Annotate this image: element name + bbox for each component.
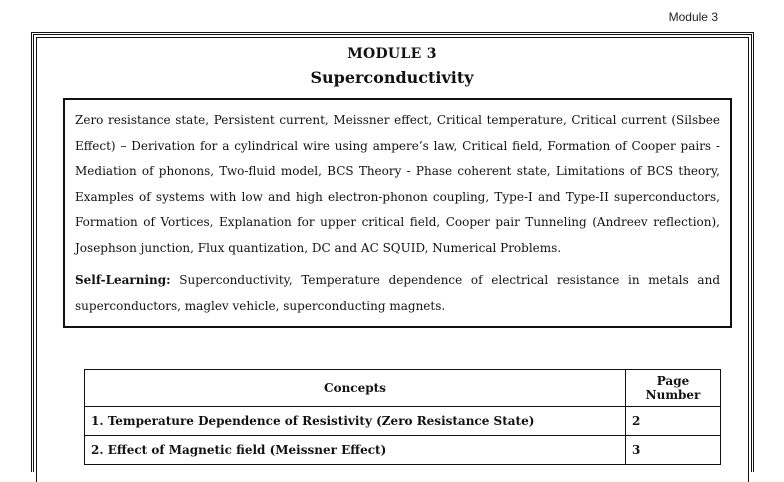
self-learning-paragraph <box>75 268 720 319</box>
page-number-cell: 2 <box>626 407 721 436</box>
page-header-label: Module 3 <box>668 10 718 24</box>
table-header-row <box>85 370 721 407</box>
self-learning-text: Superconductivity, Temperature dependence of electrical resistance in metals and superconductors, maglev vehicle, superconducting magnets. <box>75 273 720 313</box>
page-number-cell: 3 <box>626 436 721 465</box>
table-row <box>85 436 721 465</box>
concept-cell: 2. Effect of Magnetic field (Meissner Effect) <box>85 436 626 465</box>
self-learning-label: Self-Learning: <box>75 273 171 287</box>
concept-cell: 1. Temperature Dependence of Resistivity (Zero Resistance State) <box>85 407 626 436</box>
syllabus-box <box>63 98 732 328</box>
page-number-column-header: Page Number <box>626 370 721 407</box>
concepts-table <box>84 369 721 465</box>
concepts-column-header: Concepts <box>85 370 626 407</box>
module-title: MODULE 3 <box>347 46 437 62</box>
syllabus-text: Zero resistance state, Persistent current, Meissner effect, Critical temperature, Critical current (Silsbee Effect) – Derivation for a cylindrical wire using ampere’s law, Critical field, Formation of Cooper pairs - Mediation of phonons, Two-fluid model, BCS Theory - Phase coherent state, Limitations of BCS theory, Examples of systems with low and high electron-phonon coupling, Type-I and Type-II superconductors, Formation of Vortices, Explanation for upper critical field, Cooper pair Tunneling (Andreev reflection), Josephson junction, Flux quantization, DC and AC SQUID, Numerical Problems. <box>75 113 720 255</box>
module-subtitle: Superconductivity <box>310 68 474 87</box>
table-row <box>85 407 721 436</box>
